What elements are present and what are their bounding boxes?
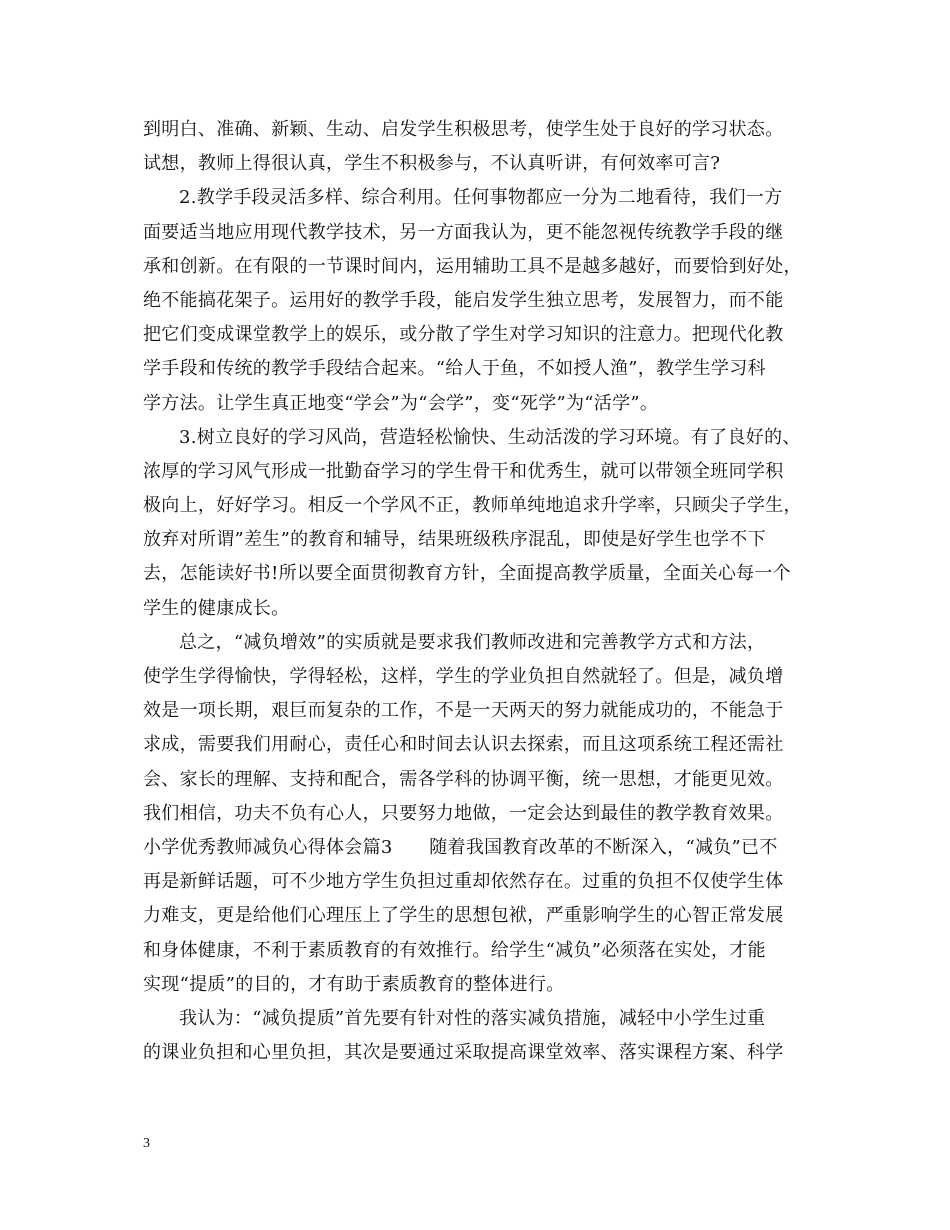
page-number: 3 (143, 1136, 150, 1151)
text-line: 学方法。让学生真正地变“学会”为“会学”，变“死学”为“活学”。 (143, 392, 659, 414)
text-line: 把它们变成课堂教学上的娱乐，或分散了学生对学习知识的注意力。把现代化教 (143, 324, 784, 346)
text-line: 总之，“减负增效”的实质就是要求我们教师改进和完善教学方式和方法， (179, 631, 766, 653)
text-line: 再是新鲜话题，可不少地方学生负担过重却依然存在。过重的负担不仅使学生体 (143, 871, 784, 893)
text-line: 学手段和传统的教学手段结合起来。“给人于鱼，不如授人渔”，教学生学习科 (143, 358, 766, 380)
text-line: 去，怎能读好书!所以要全面贯彻教育方针，全面提高教学质量，全面关心每一个 (143, 563, 792, 585)
text-line: 实现“提质”的目的，才有助于素质教育的整体进行。 (143, 973, 565, 995)
text-line: 我们相信，功夫不负有心人，只要努力地做，一定会达到最佳的教学教育效果。 (143, 802, 784, 824)
document-body (143, 113, 808, 1070)
text-line: 求成，需要我们用耐心，责任心和时间去认识去探索，而且这项系统工程还需社 (143, 734, 784, 756)
text-line: 的课业负担和心里负担，其次是要通过采取提高课堂效率、落实课程方案、科学 (143, 1042, 784, 1064)
text-line: 面要适当地应用现代教学技术，另一方面我认为，更不能忽视传统教学手段的继 (143, 221, 784, 243)
text-line: 学生的健康成长。 (143, 597, 290, 619)
text-line: 放弃对所谓”差生”的教育和辅导，结果班级秩序混乱，即使是好学生也学不下 (143, 529, 766, 551)
text-line: 极向上，好好学习。相反一个学风不正，教师单纯地追求升学率，只顾尖子学生， (143, 495, 802, 517)
text-line: 使学生学得愉快，学得轻松，这样，学生的学业负担自然就轻了。但是，减负增 (143, 666, 784, 687)
text-line: 效是一项长期，艰巨而复杂的工作，不是一天两天的努力就能成功的，不能急于 (143, 700, 784, 722)
text-line: 承和创新。在有限的一节课时间内，运用辅助工具不是越多越好，而要恰到好处， (143, 255, 802, 277)
text-line: 我认为：“减负提质”首先要有针对性的落实减负措施，减轻中小学生过重 (179, 1007, 766, 1029)
text-line: 绝不能搞花架子。运用好的教学手段，能启发学生独立思考，发展智力，而不能 (143, 289, 784, 311)
text-line: 浓厚的学习风气形成一批勤奋学习的学生骨干和优秀生，就可以带领全班同学积 (143, 460, 784, 482)
text-line: 2.教学手段灵活多样、综合利用。任何事物都应一分为二地看待，我们一方 (179, 187, 783, 209)
text-line: 和身体健康，不利于素质教育的有效推行。给学生“减负”必须落在实处，才能 (143, 939, 766, 961)
text-line: 小学优秀教师减负心得体会篇3 随着我国教育改革的不断深入，“减负”已不 (143, 836, 778, 858)
text-line: 会、家长的理解、支持和配合，需各学科的协调平衡，统一思想，才能更见效。 (143, 768, 784, 790)
text-line: 到明白、准确、新颖、生动、启发学生积极思考，使学生处于良好的学习状态。 (143, 119, 784, 140)
text-line: 力难支，更是给他们心理压上了学生的思想包袱，严重影响学生的心智正常发展 (143, 905, 784, 927)
text-line: 3.树立良好的学习风尚，营造轻松愉快、生动活泼的学习环境。有了良好的、 (179, 426, 801, 448)
text-line: 试想，教师上得很认真，学生不积极参与，不认真听讲，有何效率可言? (143, 153, 721, 175)
